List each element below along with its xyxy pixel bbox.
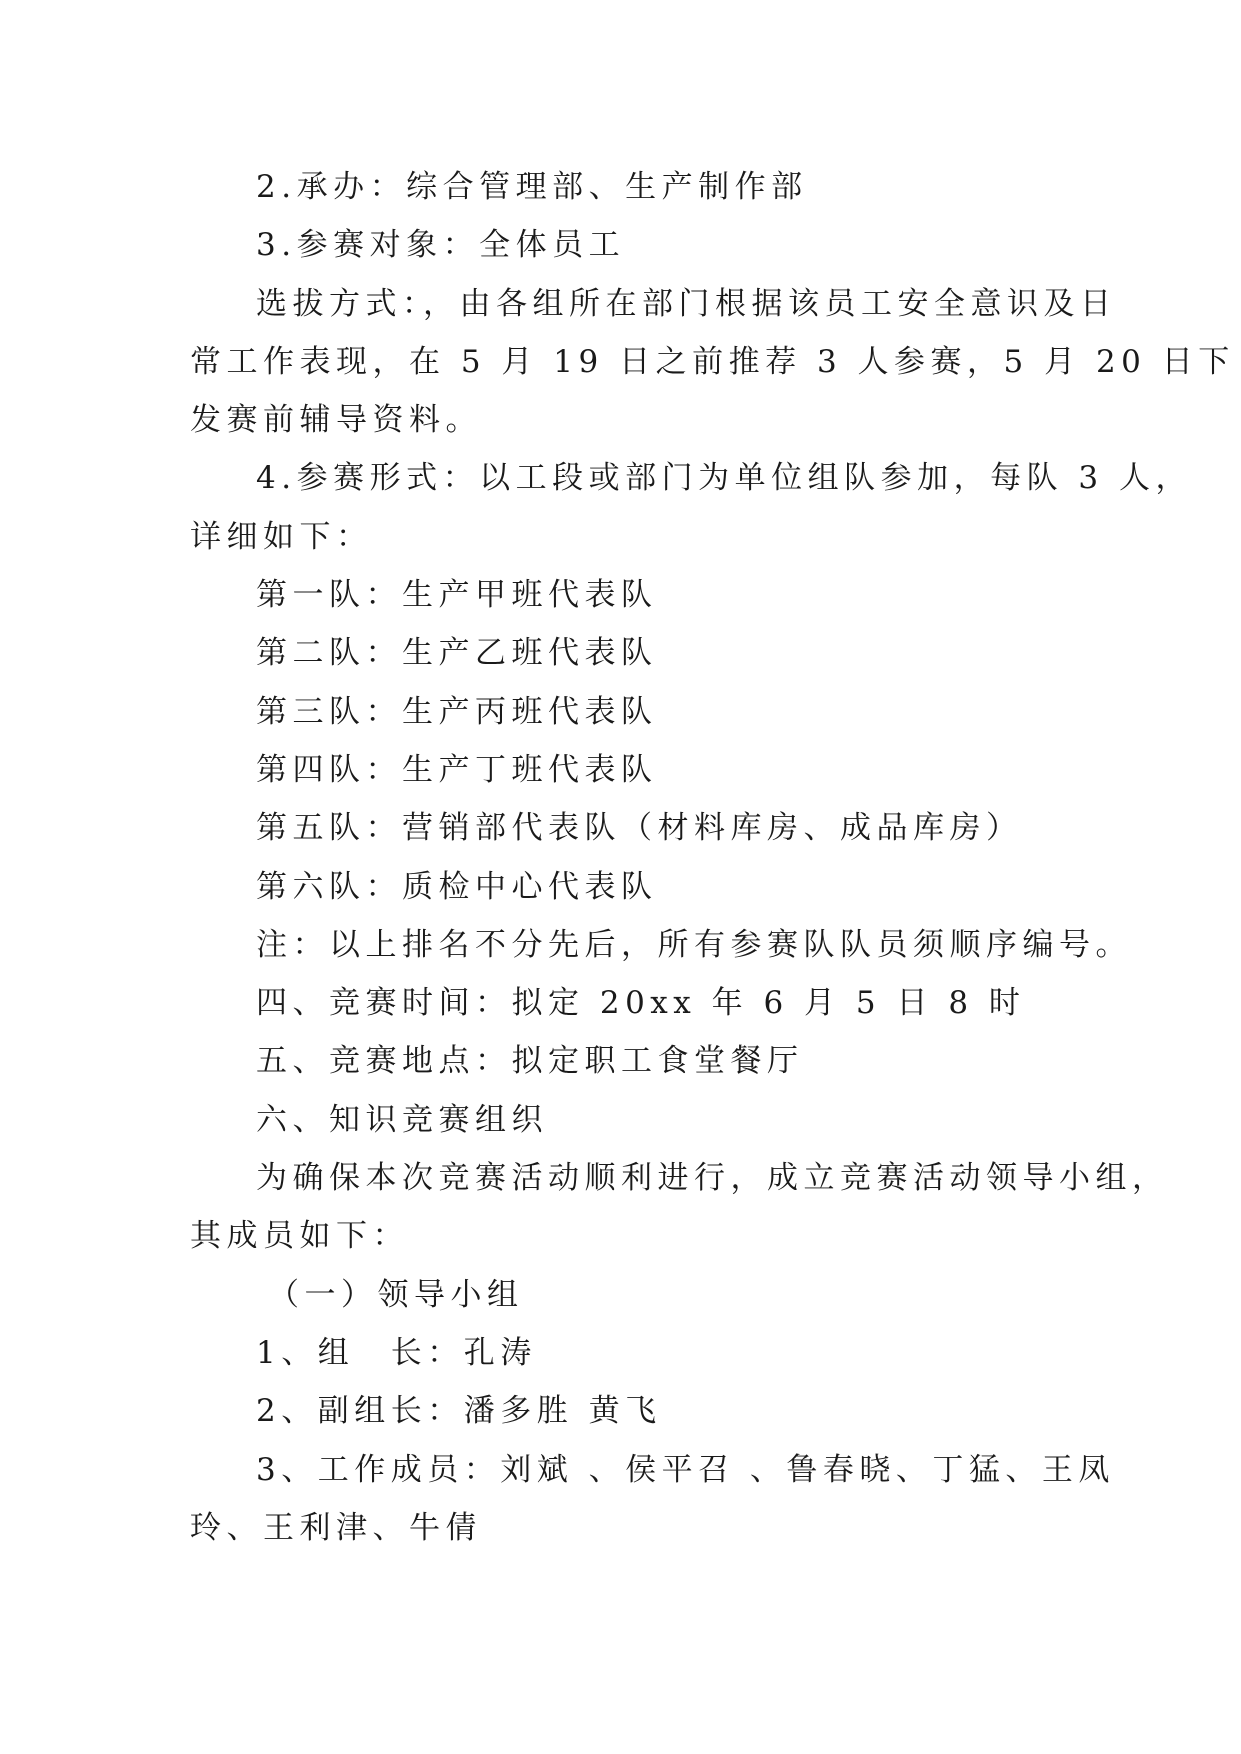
team-6-line: 第六队：质检中心代表队 (256, 868, 658, 905)
team-2-line: 第二队：生产乙班代表队 (256, 635, 658, 672)
note-line: 注：以上排名不分先后，所有参赛队队员须顺序编号。 (256, 926, 1132, 963)
selection-method-line-2: 常工作表现，在 5 月 19 日之前推荐 3 人参赛，5 月 20 日下 (190, 343, 1235, 380)
organization-paragraph-line-2: 其成员如下： (190, 1218, 409, 1255)
leader-line: 1、组 长：孔涛 (256, 1334, 537, 1371)
competition-time-line: 四、竞赛时间：拟定 20xx 年 6 月 5 日 8 时 (256, 985, 1026, 1022)
document-body (190, 158, 1235, 1557)
team-4-line: 第四队：生产丁班代表队 (256, 751, 658, 788)
team-1-line: 第一队：生产甲班代表队 (256, 577, 658, 614)
deputy-leader-line: 2、副组长：潘多胜 黄飞 (256, 1393, 662, 1430)
competition-format-line-2: 详细如下： (190, 518, 373, 555)
members-line-1: 3、工作成员：刘斌 、侯平召 、鲁春晓、丁猛、王凤 (256, 1451, 1115, 1488)
organizer-line: 2.承办：综合管理部、生产制作部 (256, 169, 808, 205)
competition-format-line-1: 4.参赛形式：以工段或部门为单位组队参加，每队 3 人， (256, 460, 1193, 497)
competition-venue-line: 五、竞赛地点：拟定职工食堂餐厅 (256, 1043, 804, 1080)
selection-method-line-1: 选拔方式：，由各组所在部门根据该员工安全意识及日 (256, 285, 1117, 322)
selection-method-line-3: 发赛前辅导资料。 (190, 402, 482, 439)
organization-paragraph-line-1: 为确保本次竞赛活动顺利进行，成立竞赛活动领导小组， (256, 1160, 1169, 1197)
members-line-2: 玲、王利津、牛倩 (190, 1509, 482, 1546)
subsection-heading-leadership-group: （一）领导小组 (268, 1276, 524, 1313)
team-5-line: 第五队：营销部代表队（材料库房、成品库房） (256, 810, 1023, 847)
team-3-line: 第三队：生产丙班代表队 (256, 693, 658, 730)
participants-line: 3.参赛对象：全体员工 (256, 227, 626, 264)
section-heading-organization: 六、知识竞赛组织 (256, 1101, 548, 1138)
